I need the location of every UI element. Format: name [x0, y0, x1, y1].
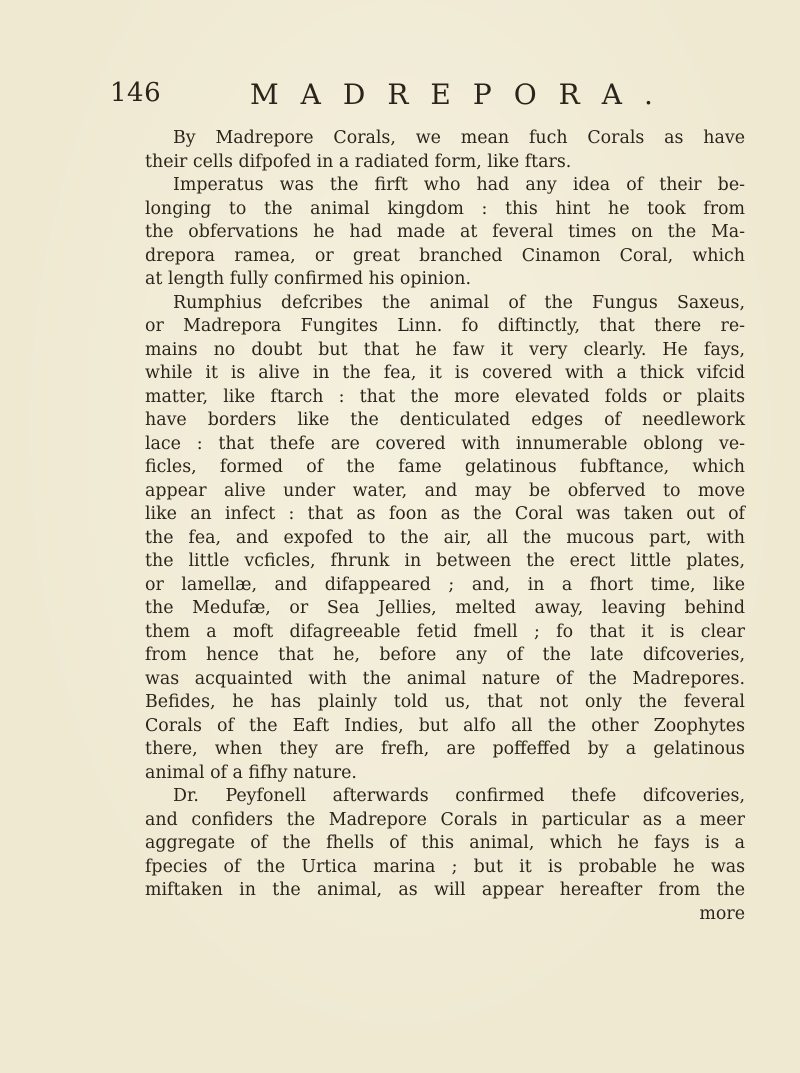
- text-line: Befides, he has plainly told us, that not only the feveral: [145, 692, 745, 712]
- text-line: their cells difpofed in a radiated form, like ftars.: [145, 151, 572, 172]
- catchword: more: [699, 903, 745, 924]
- text-line: or lamellæ, and difappeared ; and, in a fhort time, like: [145, 574, 745, 595]
- text-line: there, when they are frefh, are poffeffed by a gelatinous: [145, 739, 745, 759]
- text-line: lace : that thefe are covered with innumerable oblong ve-: [145, 433, 745, 454]
- page-number: 146: [110, 78, 162, 108]
- body-text: [145, 127, 745, 926]
- text-line: miftaken in the animal, as will appear hereafter from the: [145, 880, 745, 900]
- text-line: at length fully confirmed his opinion.: [145, 269, 472, 289]
- text-line: ficles, formed of the fame gelatinous fubftance, which: [145, 457, 745, 477]
- text-line: aggregate of the fhells of this animal, which he fays is a: [145, 833, 745, 853]
- text-line: By Madrepore Corals, we mean fuch Corals as have: [173, 128, 745, 148]
- text-line: the obfervations he had made at feveral times on the Ma-: [145, 222, 745, 242]
- running-title: MADREPORA.: [250, 78, 675, 111]
- text-line: longing to the animal kingdom : this hint he took from: [145, 198, 745, 219]
- text-line: and confiders the Madrepore Corals in particular as a meer: [145, 809, 745, 830]
- text-line: Corals of the Eaft Indies, but alfo all the other Zoophytes: [145, 715, 745, 736]
- text-line: the little vcficles, fhrunk in between the erect little plates,: [145, 551, 745, 571]
- text-line: Rumphius defcribes the animal of the Fungus Saxeus,: [173, 292, 745, 313]
- text-line: matter, like ftarch : that the more elevated folds or plaits: [145, 386, 745, 407]
- text-line: Dr. Peyfonell afterwards confirmed thefe difcoveries,: [173, 786, 745, 806]
- text-line: animal of a fifhy nature.: [145, 762, 357, 783]
- text-line: the Medufæ, or Sea Jellies, melted away, leaving behind: [145, 598, 745, 618]
- text-line: from hence that he, before any of the late difcoveries,: [145, 645, 745, 665]
- text-line: or Madrepora Fungites Linn. fo diftinctly, that there re-: [145, 316, 745, 336]
- text-line: drepora ramea, or great branched Cinamon Coral, which: [145, 245, 745, 266]
- text-line: have borders like the denticulated edges of needlework: [145, 410, 745, 430]
- text-line: Imperatus was the firft who had any idea of their be-: [173, 175, 745, 195]
- text-line: them a moft difagreeable fetid fmell ; fo that it is clear: [145, 621, 745, 642]
- text-line: fpecies of the Urtica marina ; but it is probable he was: [145, 856, 745, 877]
- text-line: the fea, and expofed to the air, all the mucous part, with: [145, 527, 745, 548]
- text-line: mains no doubt but that he faw it very clearly. He fays,: [145, 339, 745, 360]
- text-line: while it is alive in the fea, it is covered with a thick vifcid: [145, 363, 745, 383]
- text-line: was acquainted with the animal nature of the Madrepores.: [145, 668, 745, 689]
- text-line: appear alive under water, and may be obferved to move: [145, 480, 745, 501]
- text-line: like an infect : that as foon as the Coral was taken out of: [145, 504, 745, 524]
